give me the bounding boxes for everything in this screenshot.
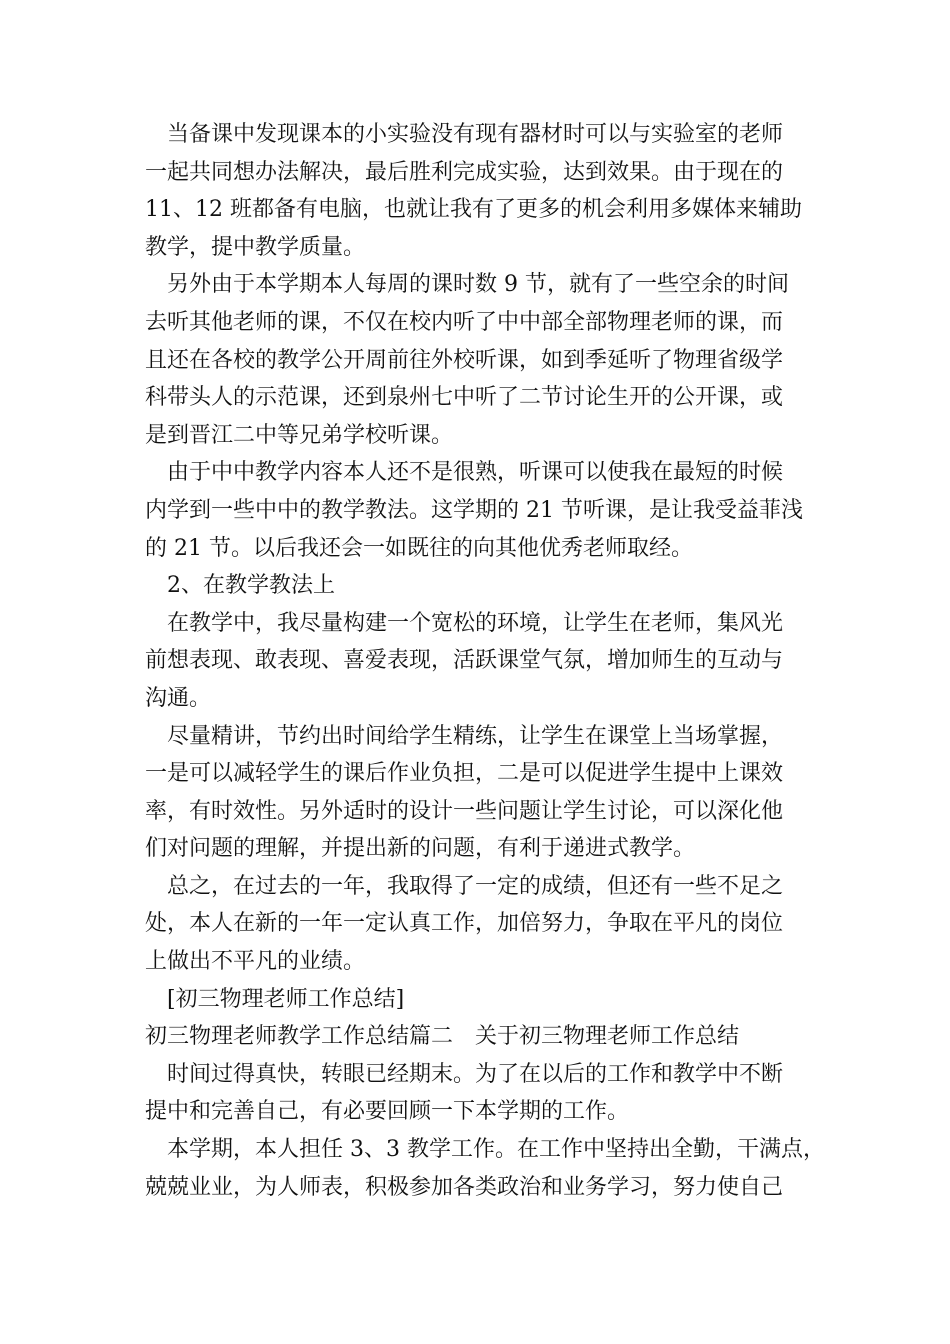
text-line: 处，本人在新的一年一定认真工作，加倍努力，争取在平凡的岗位: [145, 911, 784, 937]
text-line: 另外由于本学期本人每周的课时数 9 节，就有了一些空余的时间: [167, 272, 789, 298]
paragraph-observing-classes: [145, 266, 811, 454]
text-line: 去听其他老师的课，不仅在校内听了中中部全部物理老师的课，而: [145, 309, 784, 335]
paragraph-classroom-environment: [145, 605, 811, 718]
text-line: 提中和完善自己，有必要回顾一下本学期的工作。: [145, 1099, 630, 1125]
text-line: 教学，提中教学质量。: [145, 234, 366, 260]
paragraph-concise-teaching: [145, 718, 811, 868]
section-heading-teaching-methods: [145, 567, 811, 605]
text-line: 前想表现、敢表现、喜爱表现，活跃课堂气氛，增加师生的互动与: [145, 648, 784, 674]
text-line: 当备课中发现课本的小实验没有现有器材时可以与实验室的老师: [167, 122, 784, 147]
text-line: 在教学中，我尽量构建一个宽松的环境，让学生在老师，集风光: [167, 610, 784, 636]
text-line: 率，有时效性。另外适时的设计一些问题让学生讨论，可以深化他: [145, 798, 784, 824]
text-line: 初三物理老师教学工作总结篇二 关于初三物理老师工作总结: [145, 1024, 740, 1050]
text-line: 科带头人的示范课，还到泉州七中听了二节讨论生开的公开课，或: [145, 385, 784, 411]
text-line: 们对问题的理解，并提出新的问题，有利于递进式教学。: [145, 836, 696, 862]
paragraph-lab-equipment: [145, 116, 811, 266]
text-line: 尽量精讲，节约出时间给学生精练，让学生在课堂上当场掌握，: [167, 723, 784, 749]
document-body: [145, 116, 825, 1206]
text-line: 且还在各校的教学公开周前往外校听课，如到季延听了物理省级学: [145, 347, 784, 373]
text-line: 时间过得真快，转眼已经期末。为了在以后的工作和教学中不断: [167, 1061, 784, 1087]
paragraph-learning-methods: [145, 454, 811, 567]
text-line: 内学到一些中中的教学教法。这学期的 21 节听课，是让我受益菲浅: [145, 497, 803, 523]
text-line: 本学期，本人担任 3、3 教学工作。在工作中坚持出全勤，干满点，: [167, 1137, 825, 1163]
text-line: 11、12 班都备有电脑，也就让我有了更多的机会利用多媒体来辅助: [145, 197, 802, 223]
text-line: 2、在教学教法上: [167, 573, 335, 599]
text-line: [初三物理老师工作总结]: [167, 986, 405, 1012]
bracket-title: [145, 981, 811, 1019]
text-line: 一是可以减轻学生的课后作业负担，二是可以促进学生提中上课效: [145, 761, 784, 787]
text-line: 总之，在过去的一年，我取得了一定的成绩，但还有一些不足之: [167, 873, 784, 899]
text-line: 一起共同想办法解决，最后胜利完成实验，达到效果。由于现在的: [145, 159, 784, 185]
text-line: 由于中中教学内容本人还不是很熟，听课可以使我在最短的时候: [167, 460, 784, 486]
paragraph-this-semester: [145, 1131, 825, 1206]
paragraph-time-flies: [145, 1056, 811, 1131]
text-line: 兢兢业业，为人师表，积极参加各类政治和业务学习，努力使自己: [145, 1174, 784, 1200]
article-title: [145, 1018, 811, 1056]
text-line: 沟通。: [145, 685, 212, 711]
paragraph-conclusion: [145, 868, 811, 981]
text-line: 上做出不平凡的业绩。: [145, 949, 366, 975]
text-line: 的 21 节。以后我还会一如既往的向其他优秀老师取经。: [145, 535, 693, 561]
text-line: 是到晋江二中等兄弟学校听课。: [145, 422, 454, 448]
